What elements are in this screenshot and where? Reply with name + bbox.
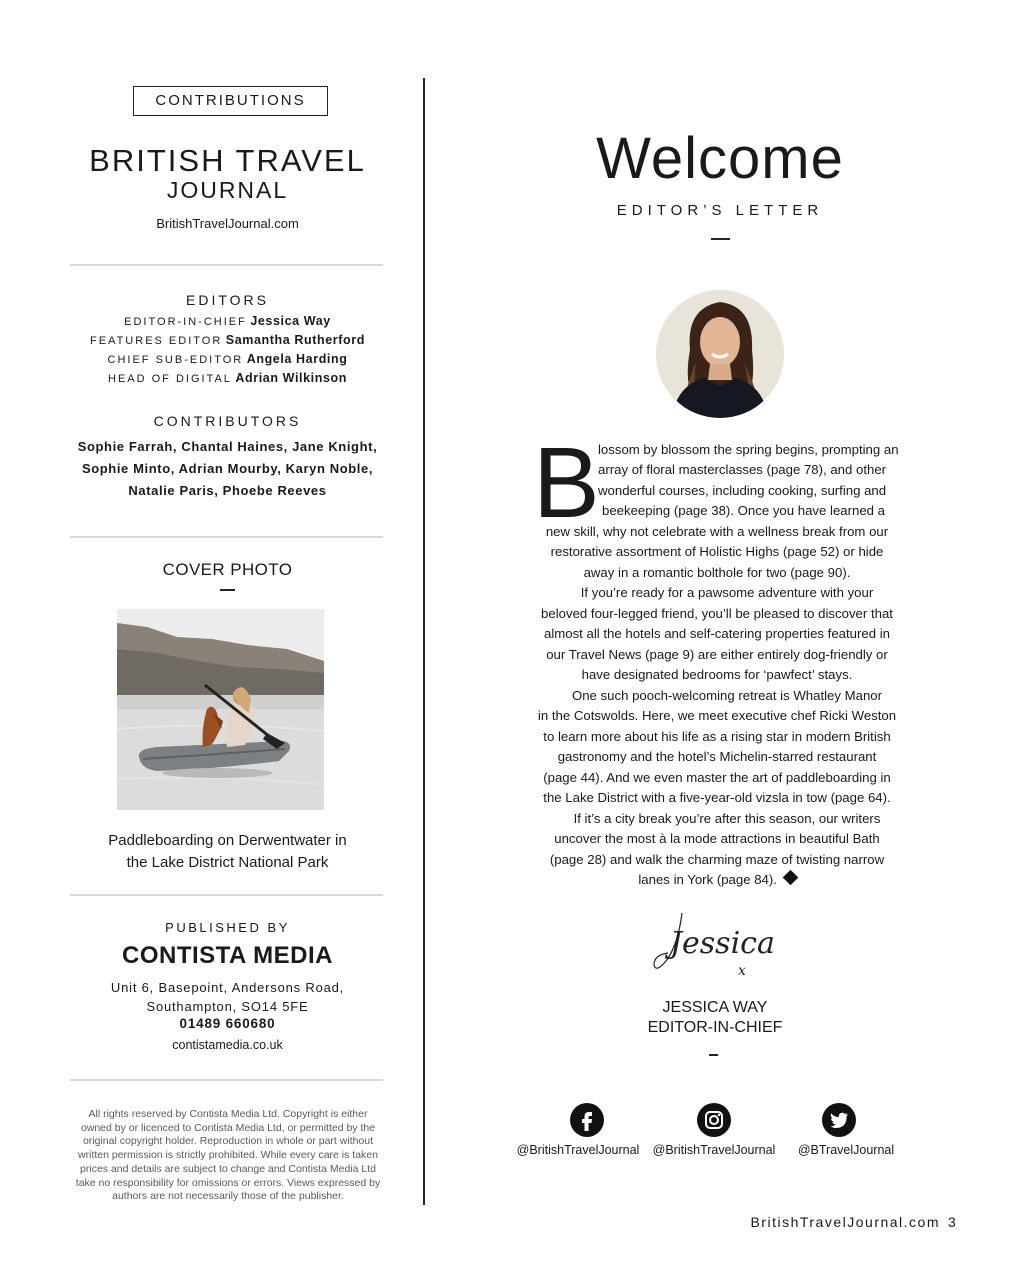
- publisher-address: [70, 978, 385, 1016]
- letter-line: One such pooch-welcoming retreat is Whatley Manor: [571, 688, 883, 703]
- published-by-heading: PUBLISHED BY: [165, 920, 290, 935]
- editor-name: Jessica Way: [250, 314, 331, 328]
- end-mark-icon: [782, 870, 798, 886]
- footer-url[interactable]: BritishTravelJournal.com: [750, 1214, 940, 1230]
- letter-line: beekeeping (page 38). Once you have learned a: [602, 503, 886, 518]
- editor-name: Angela Harding: [246, 352, 348, 366]
- contributions-label: CONTRIBUTIONS: [133, 86, 328, 116]
- caption-line: Paddleboarding on Derwentwater in: [108, 832, 347, 849]
- divider: [70, 536, 383, 538]
- contributors-line: Sophie Farrah, Chantal Haines, Jane Knight,: [77, 439, 378, 454]
- legal-notice: [58, 1108, 398, 1204]
- instagram-handle[interactable]: @BritishTravelJournal: [652, 1143, 776, 1157]
- twitter-icon[interactable]: [822, 1103, 856, 1137]
- legal-line: All rights reserved by Contista Media Ltd. Copyright is either: [88, 1108, 368, 1120]
- editor-name: Samantha Rutherford: [225, 333, 365, 347]
- editor-row: [70, 369, 385, 390]
- letter-line: to learn more about his life as a rising star in modern British: [543, 729, 891, 744]
- divider: [70, 894, 383, 896]
- column-divider: [423, 78, 425, 1205]
- address-line: Southampton, SO14 5FE: [146, 999, 309, 1014]
- letter-line-text: lanes in York (page 84).: [638, 872, 777, 887]
- letter-line: array of floral masterclasses (page 78), and other: [598, 462, 887, 477]
- cover-caption: [70, 830, 385, 874]
- facebook-handle[interactable]: @BritishTravelJournal: [516, 1143, 640, 1157]
- heading-dash: [220, 589, 235, 591]
- letter-line: gastronomy and the hotel’s Michelin-starred restaurant: [557, 749, 877, 764]
- editor-row: [70, 350, 385, 371]
- heading-dash: [711, 238, 730, 240]
- letter-line: in the Cotswolds. Here, we meet executive chef Ricki Weston: [537, 708, 897, 723]
- editor-role: EDITOR-IN-CHIEF: [124, 316, 247, 328]
- signoff-title: EDITOR-IN-CHIEF: [647, 1019, 783, 1036]
- editor-role: HEAD OF DIGITAL: [108, 373, 232, 385]
- letter-line: the Lake District with a five-year-old vizsla in tow (page 64).: [543, 790, 891, 805]
- cover-photo: [117, 609, 324, 810]
- letter-line: new skill, why not celebrate with a wellness break from our: [545, 524, 889, 539]
- signature-kiss: x: [738, 963, 746, 979]
- divider: [70, 264, 383, 266]
- letter-line: If it’s a city break you’re after this season, our writers: [573, 811, 881, 826]
- legal-line: prices and details are subject to change and Contista Media Ltd: [80, 1162, 376, 1175]
- address-line: Unit 6, Basepoint, Andersons Road,: [110, 980, 345, 995]
- signature-text: Jessica: [670, 926, 775, 961]
- letter-line: uncover the most à la mode attractions in beautiful Bath: [554, 831, 880, 846]
- contributors-list: [70, 436, 385, 502]
- page-subtitle: EDITOR’S LETTER: [616, 202, 824, 219]
- letter-line: almost all the hotels and self-catering properties featured in: [544, 626, 890, 641]
- letter-line: beloved four-legged friend, you’ll be pleased to discover that: [541, 606, 893, 621]
- signoff: [560, 998, 870, 1038]
- brand-title: BRITISH TRAVEL: [89, 143, 366, 178]
- brand-subtitle: JOURNAL: [166, 177, 289, 203]
- letter-line: restorative assortment of Holistic Highs (page 52) or hide: [550, 544, 884, 559]
- legal-line: owned by or licenced to Contista Media Ltd, or permitted by the: [80, 1121, 376, 1134]
- letter-line: our Travel News (page 9) are either entirely dog-friendly or: [546, 647, 888, 662]
- page-title: Welcome: [596, 126, 844, 191]
- editor-avatar: [656, 290, 784, 418]
- editor-signature: [640, 905, 780, 985]
- letter-line: away in a romantic bolthole for two (page 90).: [583, 565, 851, 580]
- legal-line: authors are not necessarily those of the publisher.: [112, 1190, 344, 1203]
- letter-line: lossom by blossom the spring begins, prompting an: [598, 442, 899, 457]
- cover-photo-heading: COVER PHOTO: [162, 560, 293, 579]
- editor-row: [70, 331, 385, 352]
- publisher-name: CONTISTA MEDIA: [122, 942, 333, 969]
- editor-name: Adrian Wilkinson: [235, 371, 347, 385]
- caption-line: the Lake District National Park: [126, 854, 329, 871]
- editor-role: CHIEF SUB-EDITOR: [107, 354, 244, 366]
- legal-line: written permission is strictly prohibited. While every care is taken: [78, 1149, 378, 1162]
- page-number: 3: [948, 1214, 956, 1230]
- letter-line: have designated bedrooms for ‘pawfect’ stays.: [581, 667, 853, 682]
- publisher-phone[interactable]: 01489 660680: [179, 1016, 276, 1031]
- contributors-line: Sophie Minto, Adrian Mourby, Karyn Noble,: [81, 461, 374, 476]
- contributors-line: Natalie Paris, Phoebe Reeves: [128, 483, 327, 498]
- drop-cap: B: [533, 427, 600, 539]
- editor-role: FEATURES EDITOR: [90, 335, 223, 347]
- signoff-name: JESSICA WAY: [662, 999, 768, 1016]
- letter-line: If you’re ready for a pawsome adventure with your: [580, 585, 874, 600]
- editors-heading: EDITORS: [186, 292, 269, 308]
- twitter-handle[interactable]: @BTravelJournal: [797, 1143, 895, 1157]
- letter-line: [532, 870, 902, 891]
- letter-line: (page 44). And we even master the art of paddleboarding in: [543, 770, 891, 785]
- instagram-icon[interactable]: [697, 1103, 731, 1137]
- signoff-dash: [709, 1054, 718, 1056]
- facebook-icon[interactable]: [570, 1103, 604, 1137]
- letter-line: wonderful courses, including cooking, surfing and: [598, 483, 887, 498]
- contributors-heading: CONTRIBUTORS: [153, 413, 302, 429]
- publisher-website[interactable]: contistamedia.co.uk: [172, 1038, 283, 1052]
- brand-url[interactable]: BritishTravelJournal.com: [156, 216, 299, 231]
- editor-row: [70, 312, 385, 333]
- legal-line: take no responsibility for omissions or errors. Views expressed by: [75, 1176, 381, 1189]
- legal-line: original copyright holder. Reproduction in whole or part without: [82, 1135, 374, 1148]
- letter-line: (page 28) and walk the charming maze of twisting narrow: [549, 852, 885, 867]
- divider: [70, 1079, 383, 1081]
